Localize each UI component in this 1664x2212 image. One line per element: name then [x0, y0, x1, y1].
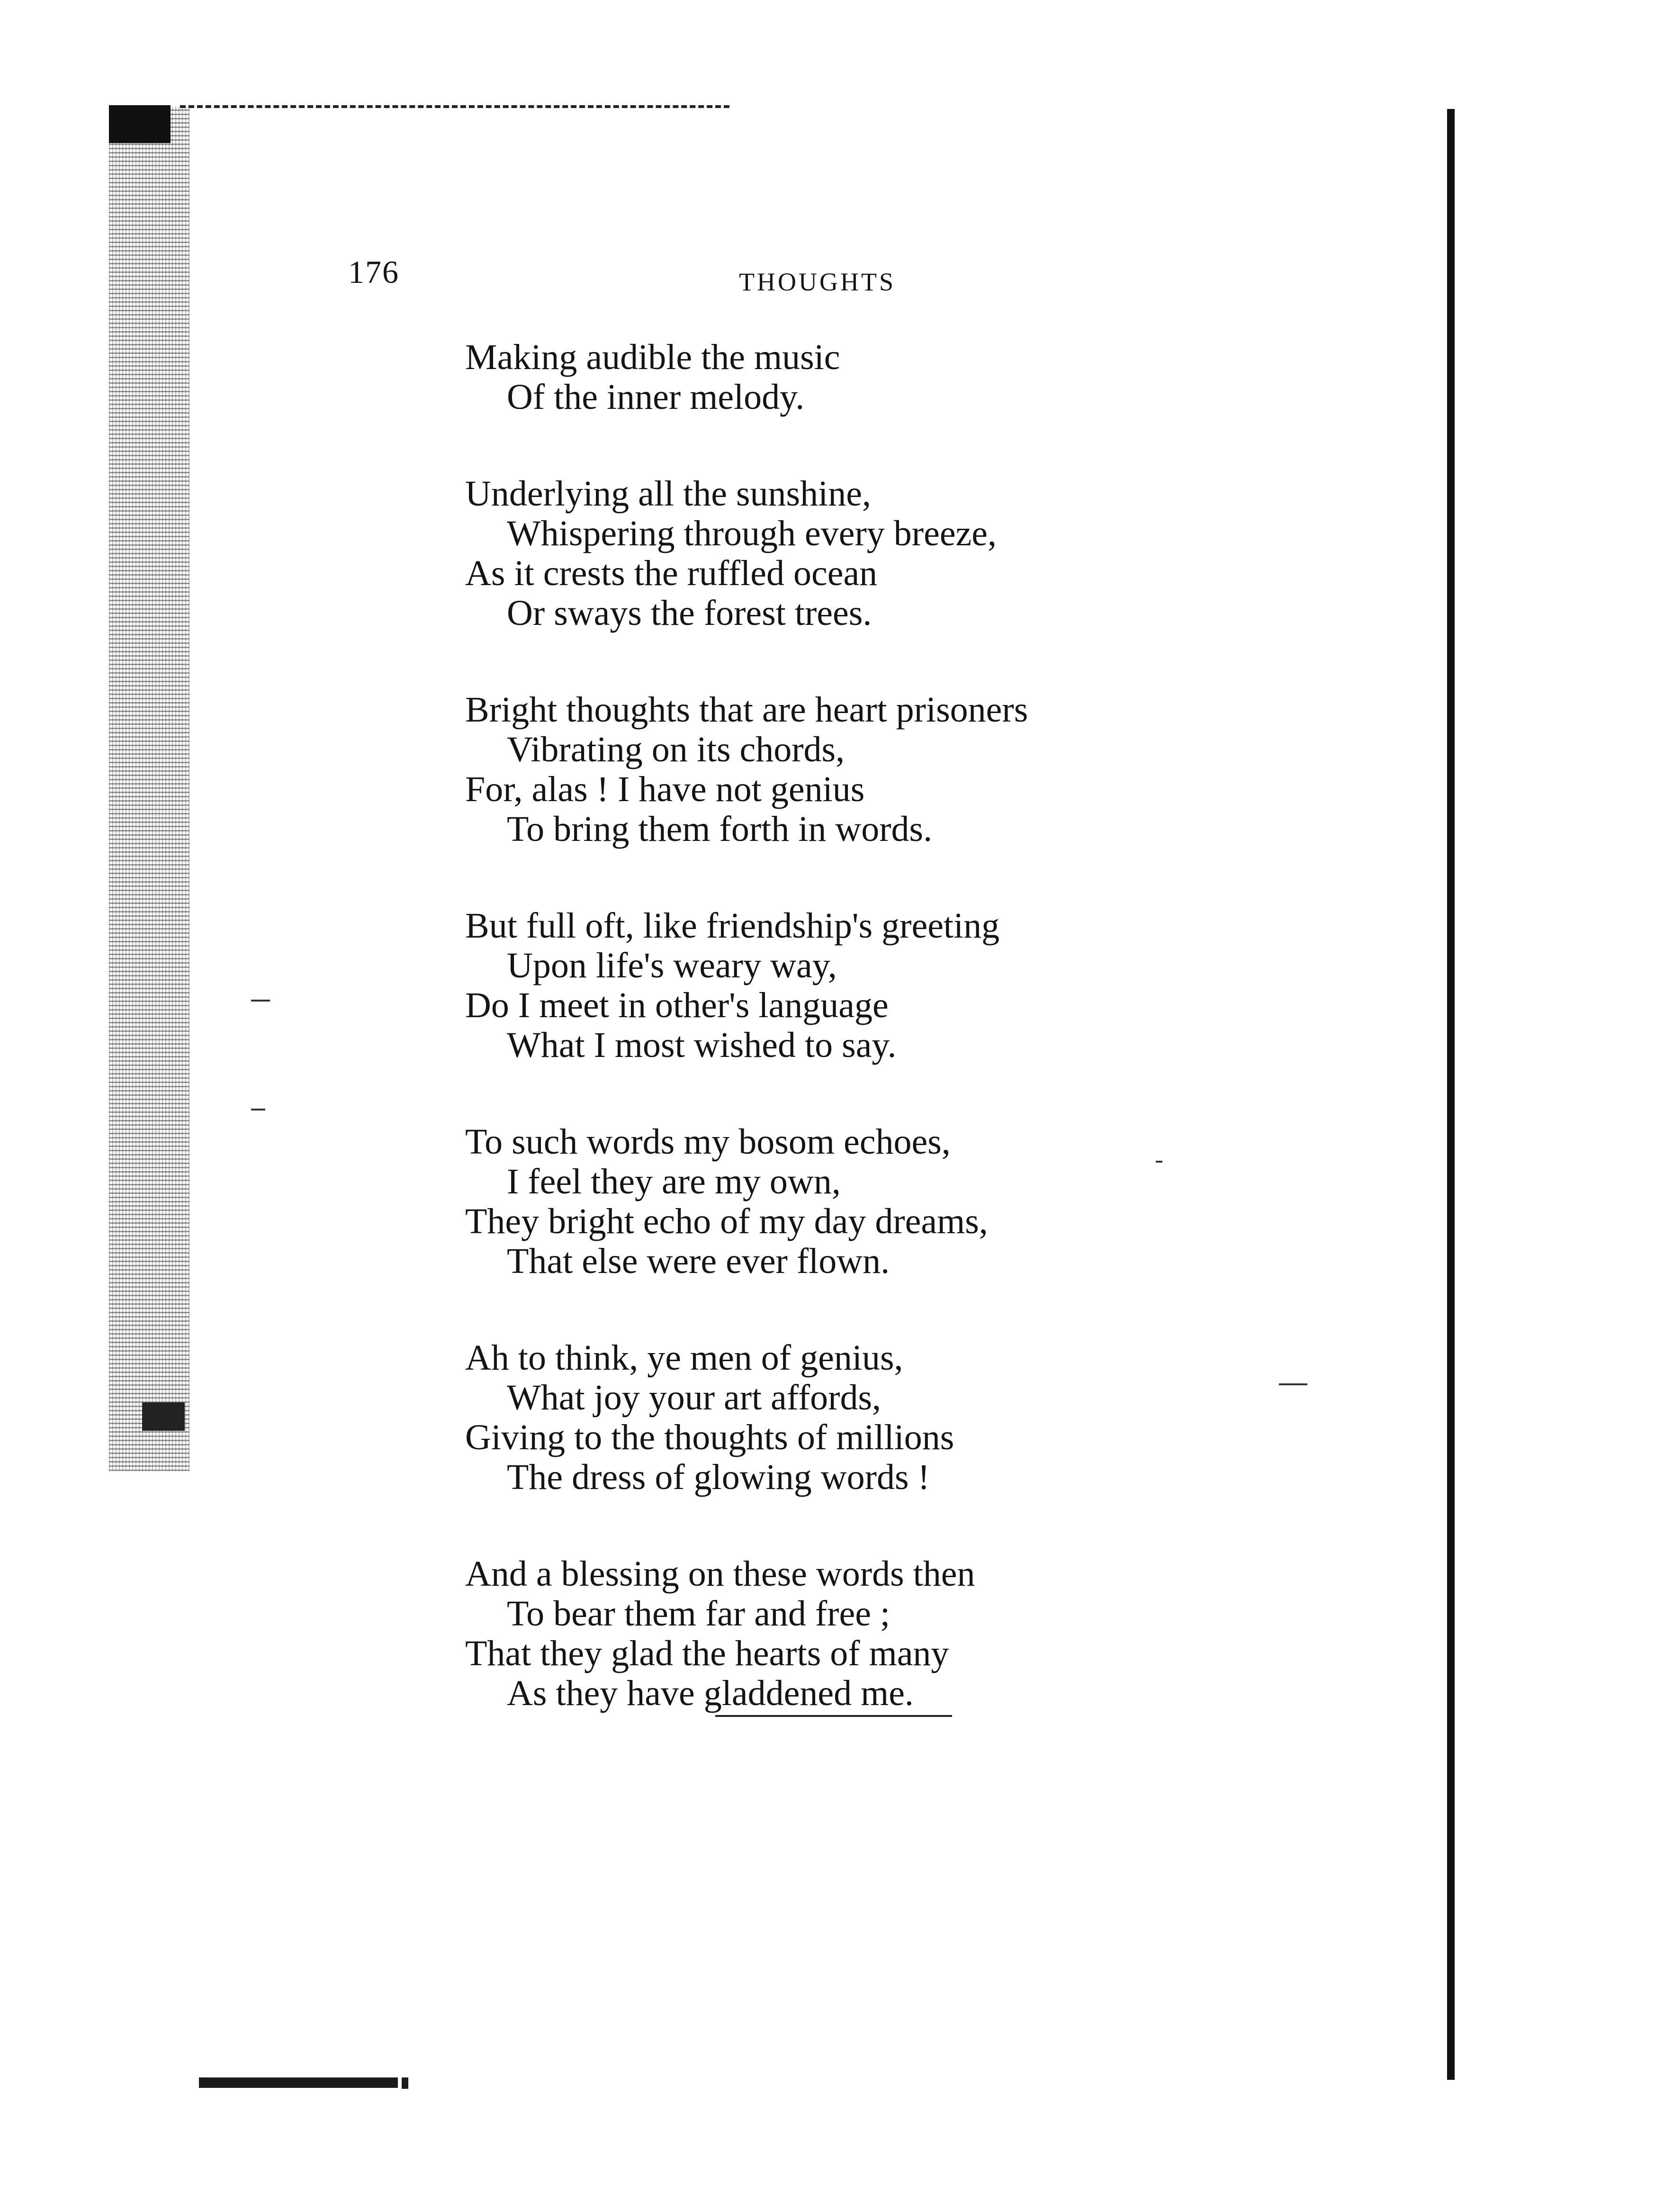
stanza — [465, 1122, 1365, 1281]
poem-line: As they have gladdened me. — [507, 1673, 914, 1713]
poem-line: To such words my bosom echoes, — [465, 1122, 951, 1162]
page-number: 176 — [348, 254, 399, 290]
binding-dark-mark — [142, 1402, 185, 1431]
poem-line: Bright thoughts that are heart prisoners — [465, 690, 1028, 730]
poem-line: Of the inner melody. — [507, 377, 805, 417]
stanza — [465, 474, 1365, 633]
stanza — [465, 1338, 1365, 1497]
poem-line: Making audible the music — [465, 337, 840, 377]
scan-bottom-bar — [199, 2077, 398, 2088]
running-head: THOUGHTS — [739, 268, 896, 296]
poem-line: For, alas ! I have not genius — [465, 769, 865, 809]
binding-dark-mark — [109, 105, 171, 143]
poem-line: And a blessing on these words then — [465, 1554, 975, 1594]
poem-line: To bear them far and free ; — [507, 1594, 890, 1634]
stanza — [465, 1554, 1365, 1713]
poem-line: Upon life's weary way, — [507, 946, 837, 985]
stanza — [465, 690, 1365, 849]
poem-line: To bring them forth in words. — [507, 809, 933, 849]
poem-line: They bright echo of my day dreams, — [465, 1201, 988, 1241]
poem-line: Ah to think, ye men of genius, — [465, 1338, 903, 1378]
poem-line: That else were ever flown. — [507, 1241, 890, 1281]
poem-line: That they glad the hearts of many — [465, 1634, 949, 1673]
poem-line: The dress of glowing words ! — [507, 1457, 930, 1497]
poem-line: Underlying all the sunshine, — [465, 474, 871, 514]
binding-shadow — [109, 107, 189, 1471]
poem-line: I feel they are my own, — [507, 1162, 841, 1201]
poem-body — [465, 337, 1365, 1770]
stanza — [465, 337, 1365, 417]
scan-edge-line — [180, 105, 729, 108]
scan-speck — [251, 1109, 265, 1111]
scan-speck — [251, 1000, 270, 1002]
poem-line: Vibrating on its chords, — [507, 730, 845, 769]
poem-line: What joy your art affords, — [507, 1378, 881, 1417]
stanza — [465, 906, 1365, 1065]
poem-line: But full oft, like friendship's greeting — [465, 906, 1000, 946]
poem-line: Do I meet in other's language — [465, 985, 889, 1025]
poem-line: Or sways the forest trees. — [507, 593, 872, 633]
poem-line: As it crests the ruffled ocean — [465, 553, 878, 593]
poem-line: Giving to the thoughts of millions — [465, 1417, 954, 1457]
poem-line: Whispering through every breeze, — [507, 514, 997, 553]
closing-rule — [715, 1715, 952, 1717]
scan-bottom-bar — [402, 2077, 408, 2089]
poem-line: What I most wished to say. — [507, 1025, 897, 1065]
page-edge-rule — [1447, 109, 1455, 2080]
